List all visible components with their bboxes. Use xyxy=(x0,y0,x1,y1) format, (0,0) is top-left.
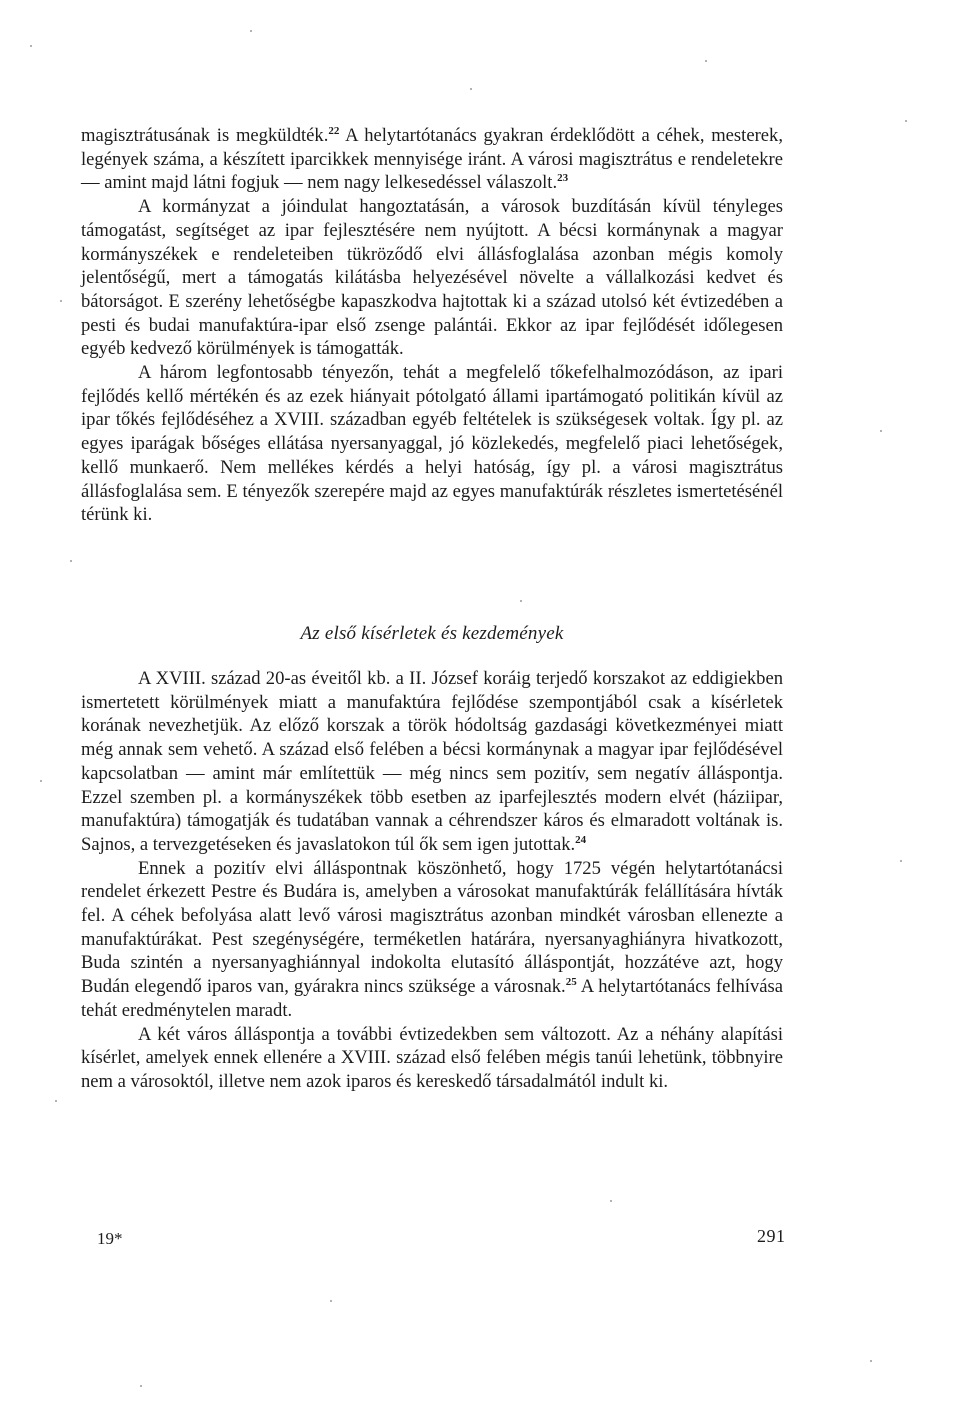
scan-speck xyxy=(55,1100,57,1102)
footnote-ref-24: 24 xyxy=(575,833,587,846)
page-number: 291 xyxy=(757,1226,786,1246)
signature-mark: 19* xyxy=(97,1229,123,1248)
paragraph-2 xyxy=(81,195,783,361)
scan-speck xyxy=(60,300,62,302)
paragraph-5-text-cont: A helytartótanács felhívása tehát eredménytelen maradt. xyxy=(81,976,783,1021)
section-heading: Az első kísérletek és kezdemények xyxy=(300,623,564,644)
paragraph-2-text: A kormányzat a jóindulat hangoztatásán, a városok buzdításán kívül tényleges támogatást, segítséget az ipar fejlesztésére nem nyújtott. A bécsi kormánynak a magyar kormányszékek e rendeleteiben tükröződő elvi állásfoglalása azonban mégis komoly jelentőségű, mert a támogatás kilátásba helyezésével növelte a vállalkozási kedvet és bátorságot. E szerény lehetőségbe kapaszkodva hajtottak ki a század utolsó két évtizedében a pesti és budai manufaktúra-ipar első zsenge palántái. Ekkor az ipar fejlődését időlegesen egyéb kedvező körülmények is támogatták. xyxy=(81,196,783,360)
scan-speck xyxy=(470,88,472,90)
scan-speck xyxy=(330,1300,332,1302)
paragraph-3 xyxy=(81,361,783,527)
paragraph-1-text: magisztrátusának is megküldték. xyxy=(81,125,329,146)
scan-speck xyxy=(610,1200,612,1202)
scan-speck xyxy=(705,60,707,62)
paragraph-1 xyxy=(81,124,783,195)
scan-speck xyxy=(30,45,32,47)
paragraph-1-text-cont: A helytartótanács gyakran érdeklődött a céhek, mesterek, legények száma, a készített iparcikkek mennyisége iránt. A városi magisztrátus e rendeletekre — amint majd látni fogjuk — nem nagy lelkesedéssel válaszolt. xyxy=(81,125,783,194)
paragraph-5-text: Ennek a pozitív elvi álláspontnak köszönhető, hogy 1725 végén helytartótanácsi rendelet érkezett Pestre és Budára is, amelyben a városokat manufaktúrák felállítására hívták fel. A céhek befolyása alatt levő városi magisztrátus azonban mindkét városban ellenezte a manufaktúrákat. Pest szegénységére, terméketlen határára, nyersanyaghiányra hivatkozott, Buda szintén a nyersanyaghiánnyal indokolta elutasító álláspontját, hozzátéve azt, hogy Budán elegendő iparos van, gyárakra nincs szüksége a városnak. xyxy=(81,857,783,998)
paragraph-6 xyxy=(81,1023,783,1094)
scan-speck xyxy=(880,430,882,432)
paragraph-5 xyxy=(81,857,783,1023)
paragraph-6-text: A két város álláspontja a további évtizedekben sem változott. Az a néhány alapítási kísérlet, amelyek ennek ellenére a XVIII. század első felében mégis tanúi lehetünk, többnyire nem a városoktól, illetve nem azok iparos és kereskedő társadalmától indult ki. xyxy=(81,1023,783,1092)
scan-speck xyxy=(250,30,252,32)
paragraph-4 xyxy=(81,667,783,857)
scan-speck xyxy=(140,1385,142,1387)
paragraph-4-text: A XVIII. század 20-as éveitől kb. a II. József koráig terjedő korszakot az eddigiekben ismertetett körülmények miatt a manufaktúra fejlődése szempontjából csak a kísérletek korának nevezhetjük. Az előző korszak a török hódoltság gazdasági következményei miatt még annak sem vehető. A század első felében a bécsi kormánynak a magyar ipar fejlődésével kapcsolatban — amint már említettük — még nincs sem pozitív, sem negatív álláspontja. Ezzel szemben pl. a kormányszékek több esetben az iparfejlesztés modern elvét (háziipar, manufaktúra) támogatják és tudatában vannak a céhrendszer káros és elmaradott voltának is. Sajnos, a tervezgetéseken és javaslatokon túl ők sem igen jutottak. xyxy=(81,668,783,855)
scan-speck xyxy=(520,600,522,602)
scan-speck xyxy=(905,120,907,122)
scan-speck xyxy=(40,780,42,782)
scan-speck xyxy=(900,860,902,862)
body-text-part-2 xyxy=(81,667,783,1094)
footnote-ref-22: 22 xyxy=(328,125,340,137)
scan-speck xyxy=(870,1360,872,1362)
paragraph-3-text: A három legfontosabb tényezőn, tehát a megfelelő tőkefelhalmozódáson, az ipari fejlődés kellő mértékén és az ezek hiányait pótolgató állami ipartámogató politikán kívül az ipar tőkés fejlődéséhez a XVIII. században egyéb feltételek is szükségesek voltak. Így pl. az egyes iparágak bőséges ellátása nyersanyaggal, jó közlekedés, megfelelő piaci lehetőségek, kellő munkaerő. Nem mellékes kérdés a helyi hatóság, így pl. a városi magisztrátus állásfoglalása sem. E tényezők szerepére majd az egyes manufaktúrák részletes ismertetésénél térünk ki. xyxy=(81,362,783,526)
body-text-part-1 xyxy=(81,124,783,527)
footnote-ref-23: 23 xyxy=(557,172,569,185)
scan-speck xyxy=(70,560,72,562)
footnote-ref-25: 25 xyxy=(565,976,577,989)
